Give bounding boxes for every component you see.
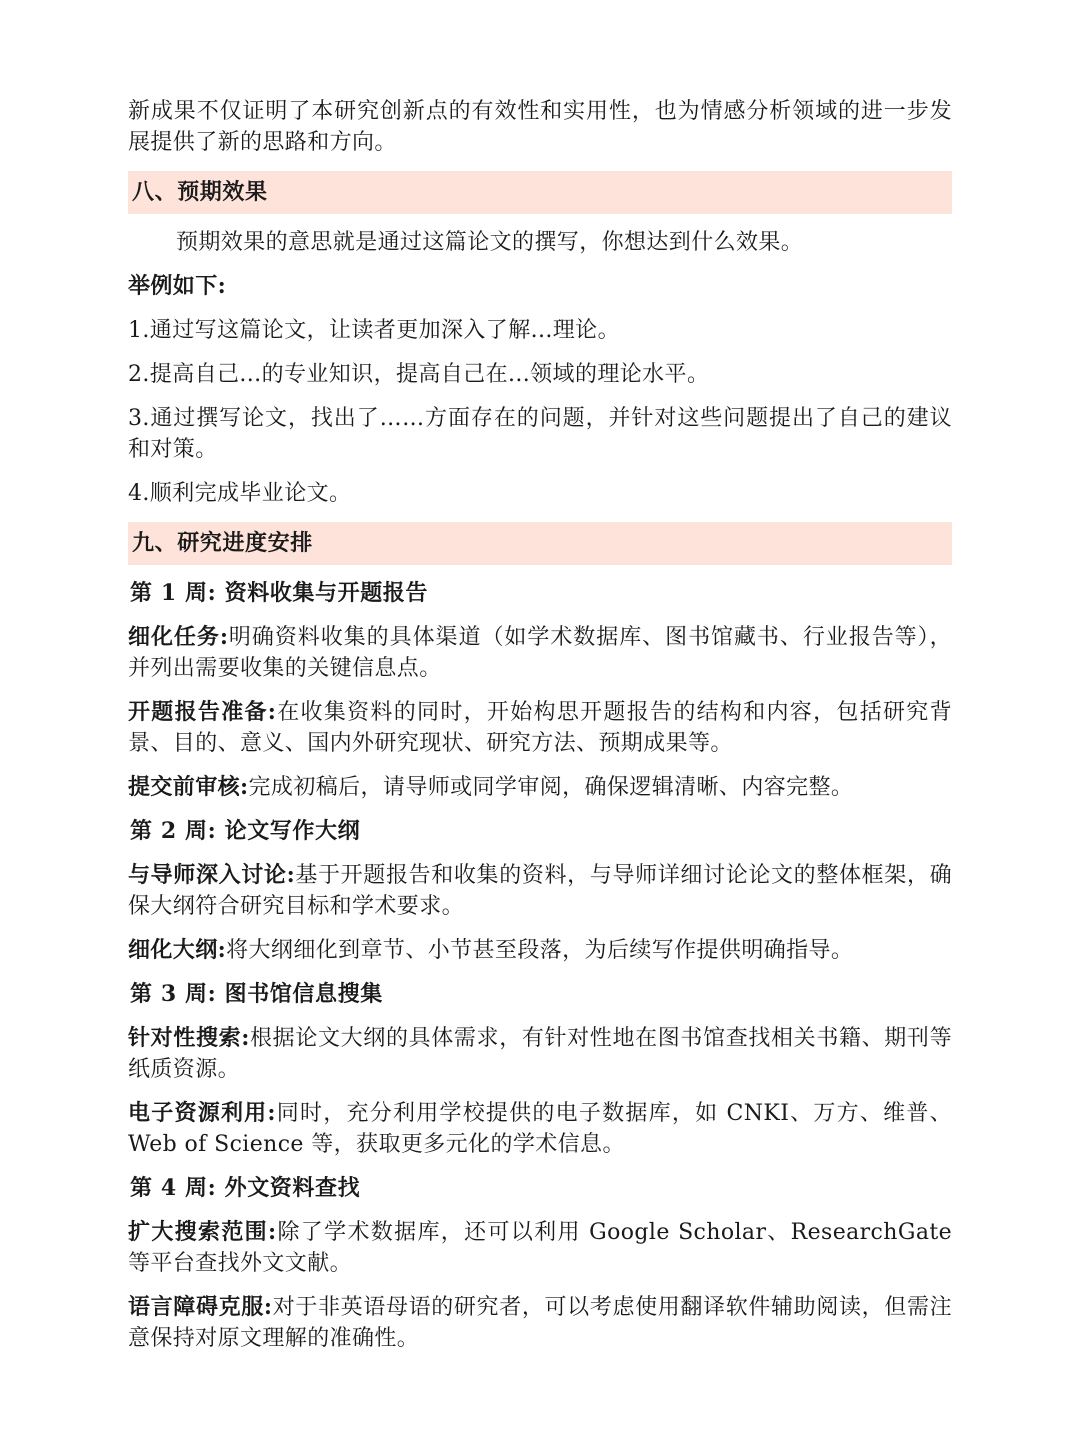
task-label: 电子资源利用:	[128, 1100, 276, 1126]
intro-paragraph: 新成果不仅证明了本研究创新点的有效性和实用性，也为情感分析领域的进一步发展提供了新的思路和方向。	[128, 99, 952, 155]
task-label: 提交前审核:	[128, 774, 249, 800]
week-4-title: 第 4 周: 外文资料查找	[130, 1175, 361, 1201]
week-1-title: 第 1 周: 资料收集与开题报告	[130, 580, 429, 606]
task-label: 细化任务:	[128, 624, 229, 650]
week-2-task-2	[128, 935, 952, 966]
task-label: 开题报告准备:	[128, 699, 277, 725]
week-4-task-2	[128, 1292, 952, 1354]
task-text: 同时，充分利用学校提供的电子数据库，如 CNKI、万方、维普、Web of Science 等，获取更多元化的学术信息。	[128, 1101, 953, 1157]
task-text: 明确资料收集的具体渠道（如学术数据库、图书馆藏书、行业报告等），并列出需要收集的关键信息点。	[128, 625, 952, 681]
week-3-task-1	[128, 1023, 952, 1085]
week-3-task-2	[128, 1098, 952, 1160]
task-label: 与导师深入讨论:	[128, 862, 296, 888]
example-item-4: 4.顺利完成毕业论文。	[128, 481, 352, 506]
task-text: 将大纲细化到章节、小节甚至段落，为后续写作提供明确指导。	[226, 938, 854, 963]
week-1-task-1	[128, 622, 952, 684]
week-3-title: 第 3 周: 图书馆信息搜集	[130, 981, 383, 1007]
task-label: 针对性搜索:	[128, 1025, 250, 1051]
task-text: 对于非英语母语的研究者，可以考虑使用翻译软件辅助阅读，但需注意保持对原文理解的准确性。	[128, 1295, 952, 1351]
example-item-3: 3.通过撰写论文，找出了……方面存在的问题，并针对这些问题提出了自己的建议和对策。	[128, 406, 952, 462]
week-1-task-2	[128, 697, 952, 759]
examples-label: 举例如下:	[128, 273, 227, 299]
task-text: 在收集资料的同时，开始构思开题报告的结构和内容，包括研究背景、目的、意义、国内外研究现状、研究方法、预期成果等。	[128, 700, 953, 756]
task-text: 根据论文大纲的具体需求，有针对性地在图书馆查找相关书籍、期刊等纸质资源。	[128, 1026, 952, 1082]
example-item-2: 2.提高自己...的专业知识，提高自己在...领域的理论水平。	[128, 362, 710, 387]
task-label: 细化大纲:	[128, 937, 227, 963]
example-item-1: 1.通过写这篇论文，让读者更加深入了解...理论。	[128, 318, 620, 343]
task-text: 完成初稿后，请导师或同学审阅，确保逻辑清晰、内容完整。	[248, 775, 854, 800]
week-2-title: 第 2 周: 论文写作大纲	[130, 818, 361, 844]
task-label: 语言障碍克服:	[128, 1294, 273, 1320]
week-4-task-1	[128, 1217, 952, 1279]
section-heading-schedule: 九、研究进度安排	[128, 522, 952, 565]
task-label: 扩大搜索范围:	[128, 1219, 277, 1245]
week-1-task-3	[128, 772, 952, 803]
task-text: 除了学术数据库，还可以利用 Google Scholar、ResearchGate 等平台查找外文文献。	[128, 1220, 952, 1276]
week-2-task-1	[128, 860, 952, 922]
section-heading-expected-effect: 八、预期效果	[128, 171, 952, 214]
expected-effect-description: 预期效果的意思就是通过这篇论文的撰写，你想达到什么效果。	[176, 230, 804, 255]
task-text: 基于开题报告和收集的资料，与导师详细讨论论文的整体框架，确保大纲符合研究目标和学术要求。	[128, 863, 952, 919]
